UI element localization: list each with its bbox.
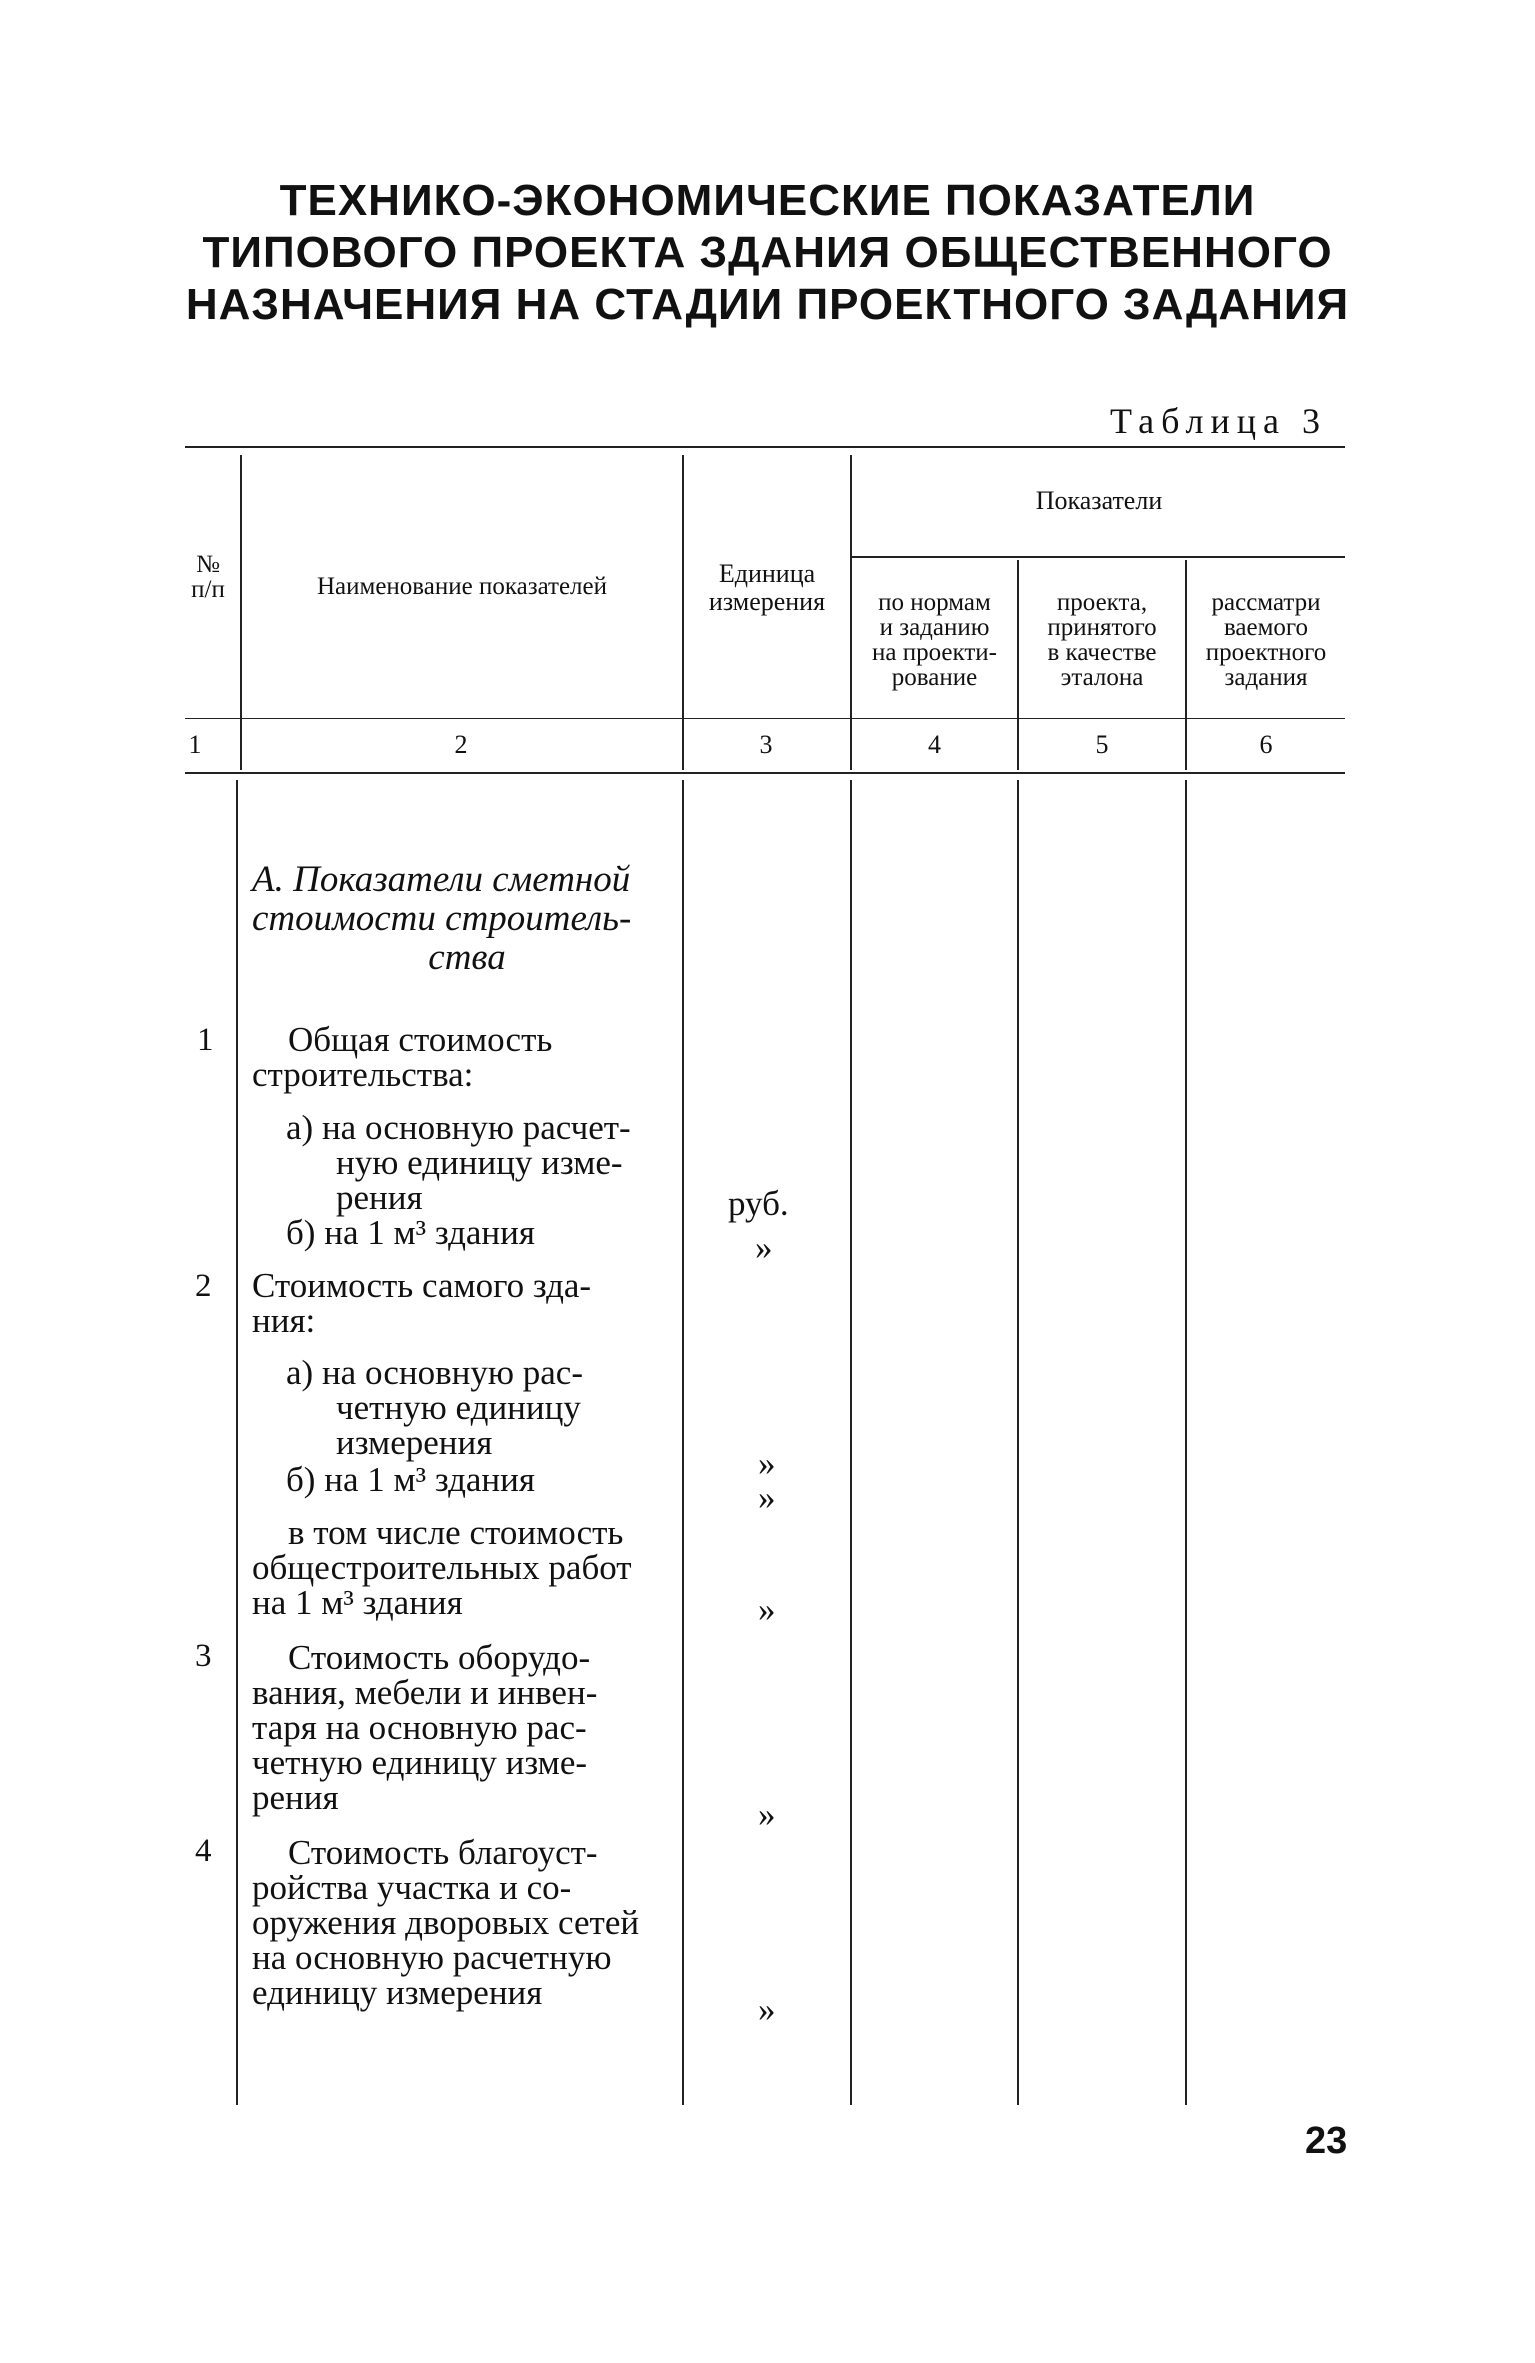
row-1-text [252, 1022, 552, 1092]
row-2a-line: а) на основную рас- [286, 1353, 583, 1392]
header-sub-1-line: по нормам [878, 589, 991, 616]
row-4-text [252, 1835, 639, 2010]
header-bottom-rule [185, 718, 1345, 719]
title-line-2: ТИПОВОГО ПРОЕКТА ЗДАНИЯ ОБЩЕСТВЕННОГО [202, 228, 1333, 277]
header-sub-2-line: принятого [1047, 614, 1157, 641]
header-number [178, 552, 238, 602]
row-1a-line: а) на основную расчет- [286, 1108, 631, 1147]
row-3-line: четную единицу изме- [252, 1743, 588, 1782]
header-sub-3-line: ваемого [1223, 614, 1309, 641]
row-number-2: 2 [195, 1268, 212, 1304]
table-top-rule [185, 446, 1345, 448]
header-sub-3 [1187, 590, 1345, 690]
row-4-line: на основную расчетную [252, 1938, 612, 1977]
header-sub-1 [852, 590, 1017, 690]
row-3-line: Стоимость оборудо- [288, 1638, 591, 1677]
header-sub-3-line: рассматри [1211, 589, 1321, 616]
header-sub-3-line: задания [1224, 664, 1308, 691]
row-4-line: Стоимость благоуст- [288, 1833, 598, 1872]
row-2c-line: общестроительных работ [252, 1548, 632, 1587]
body-divider-4 [1017, 780, 1019, 2105]
row-1-line: строительства: [252, 1055, 474, 1094]
row-3-text [252, 1640, 597, 1815]
row-2b-unit: » [758, 1478, 776, 1517]
row-1a-line: рения [336, 1178, 423, 1217]
row-1a-unit: руб. [728, 1184, 789, 1223]
header-number-line-2: п/п [191, 576, 225, 603]
row-number-3: 3 [195, 1638, 212, 1674]
body-divider-1 [236, 780, 238, 2105]
column-number-4: 4 [928, 730, 941, 759]
row-2c-text [252, 1515, 632, 1620]
row-2c-line: в том числе стоимость [288, 1513, 624, 1552]
row-3-line: таря на основную рас- [252, 1708, 587, 1747]
row-3-line: рения [252, 1778, 339, 1817]
row-3-unit: » [758, 1795, 776, 1834]
row-2b-text: б) на 1 м³ здания [286, 1460, 535, 1499]
row-1b-text: б) на 1 м³ здания [286, 1213, 535, 1252]
column-number-3: 3 [759, 730, 773, 759]
column-number-6: 6 [1259, 730, 1273, 759]
table-label: Таблица 3 [1110, 401, 1327, 441]
header-group: Показатели [1035, 486, 1163, 515]
row-4-unit: » [758, 1990, 776, 2029]
row-1-line: Общая стоимость [288, 1020, 553, 1059]
row-2-line: Стоимость самого зда- [252, 1266, 592, 1305]
section-a-line: А. Показатели сметной [252, 859, 631, 900]
header-sub-2-line: в качестве [1047, 639, 1157, 666]
column-number-1: 1 [188, 730, 202, 759]
row-2a-line: измерения [336, 1423, 493, 1462]
row-3-line: вания, мебели и инвен- [252, 1673, 598, 1712]
body-divider-5 [1185, 780, 1187, 2105]
header-sub-2-line: эталона [1060, 664, 1144, 691]
row-1a-text [286, 1110, 631, 1215]
row-2a-line: четную единицу [336, 1388, 581, 1427]
header-sub-1-line: на проекти- [872, 639, 997, 666]
column-numbers-rule [185, 772, 1345, 774]
row-2c-unit: » [758, 1590, 776, 1629]
section-a-line: стоимости строитель- [252, 898, 632, 939]
column-number-2: 2 [454, 730, 468, 759]
row-2a-unit: » [758, 1444, 776, 1483]
row-4-line: оружения дворовых сетей [252, 1903, 640, 1942]
header-unit-line-1: Единица [718, 559, 816, 588]
title-line-3: НАЗНАЧЕНИЯ НА СТАДИИ ПРОЕКТНОГО ЗАДАНИЯ [185, 280, 1350, 329]
row-2-text [252, 1268, 591, 1338]
header-sub-1-line: рование [891, 664, 978, 691]
col-divider-2 [682, 455, 684, 770]
header-name: Наименование показателей [316, 573, 608, 600]
page-number: 23 [1305, 2120, 1348, 2162]
row-1b-unit: » [755, 1228, 773, 1267]
column-number-5: 5 [1095, 730, 1109, 759]
header-unit [686, 560, 848, 616]
row-number-1: 1 [197, 1022, 214, 1058]
body-divider-3 [850, 780, 852, 2105]
row-1a-line: ную единицу изме- [336, 1143, 623, 1182]
row-4-line: единицу измерения [252, 1973, 543, 2012]
header-sub-2 [1019, 590, 1185, 690]
row-2a-text [286, 1355, 583, 1460]
row-4-line: ройства участка и со- [252, 1868, 572, 1907]
page-title [0, 175, 1535, 331]
section-a-line: ства [428, 937, 506, 978]
group-rule [850, 556, 1345, 558]
section-a-heading [252, 860, 682, 977]
header-unit-line-2: измерения [708, 587, 826, 616]
title-line-1: ТЕХНИКО-ЭКОНОМИЧЕСКИЕ ПОКАЗАТЕЛИ [279, 176, 1256, 225]
col-divider-1 [240, 455, 242, 770]
row-2-line: ния: [252, 1301, 316, 1340]
header-sub-1-line: и заданию [879, 614, 990, 641]
header-number-line-1: № [196, 551, 220, 578]
body-divider-2 [682, 780, 684, 2105]
header-sub-2-line: проекта, [1056, 589, 1148, 616]
header-sub-3-line: проектного [1205, 639, 1327, 666]
row-2c-line: на 1 м³ здания [252, 1583, 463, 1622]
row-number-4: 4 [195, 1833, 212, 1869]
